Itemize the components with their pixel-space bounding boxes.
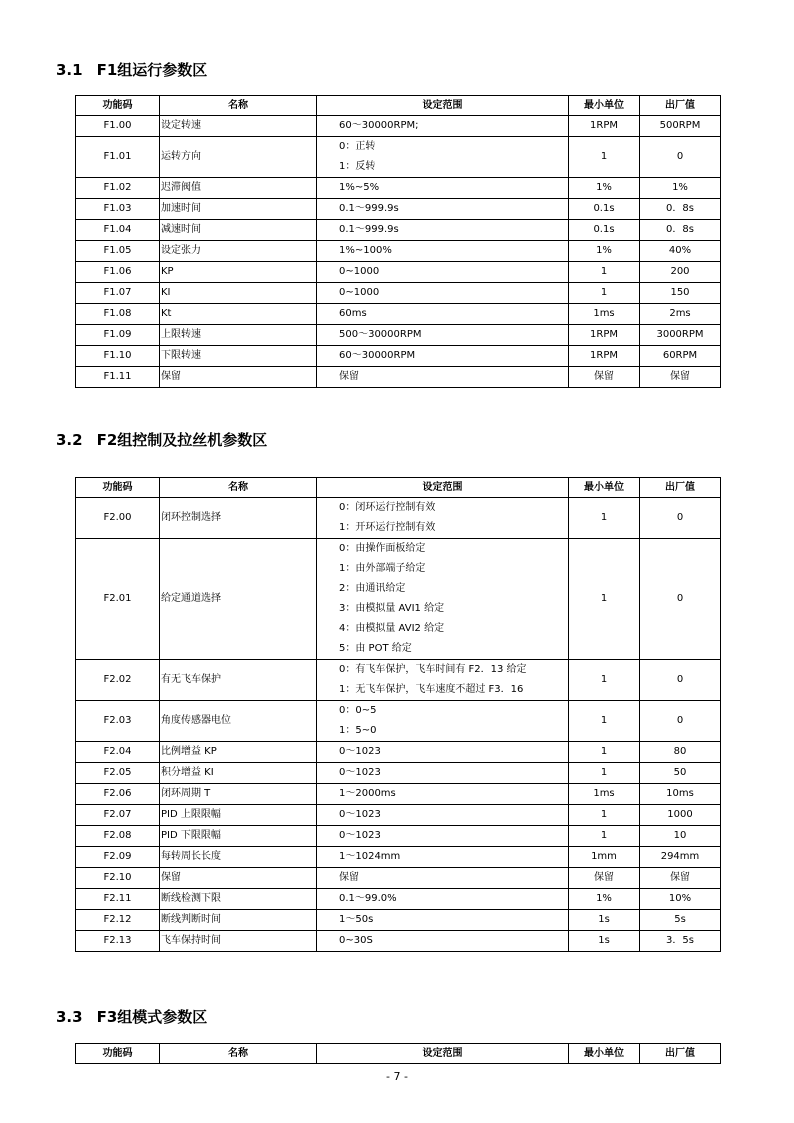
- function-code-cell: F2.06: [76, 784, 160, 805]
- function-code-cell: F2.05: [76, 763, 160, 784]
- default-value-cell: 0．8s: [640, 220, 721, 241]
- table-row: [76, 660, 721, 701]
- min-unit-cell: 1: [569, 701, 640, 742]
- section-heading-f2: [56, 429, 267, 450]
- table-row: [76, 304, 721, 325]
- default-value-cell: 保留: [640, 868, 721, 889]
- range-cell: [317, 539, 569, 660]
- function-code-cell: F1.11: [76, 367, 160, 388]
- range-line: 1～1024mm: [339, 851, 401, 862]
- table-row: [76, 262, 721, 283]
- range-line: 5：由 POT 给定: [339, 643, 412, 654]
- min-unit-cell: 0.1s: [569, 199, 640, 220]
- range-line: 2：由通讯给定: [339, 583, 406, 594]
- table-row: [76, 847, 721, 868]
- default-value-cell: 5s: [640, 910, 721, 931]
- name-cell: 每转周长长度: [160, 847, 317, 868]
- min-unit-cell: 1: [569, 262, 640, 283]
- range-cell: [317, 931, 569, 952]
- default-value-cell: 200: [640, 262, 721, 283]
- table-row: [76, 805, 721, 826]
- range-line: 0~1000: [339, 287, 380, 298]
- function-code-cell: F2.13: [76, 931, 160, 952]
- table-row: [76, 325, 721, 346]
- default-value-cell: 0: [640, 660, 721, 701]
- table-row: [76, 742, 721, 763]
- min-unit-cell: 1: [569, 763, 640, 784]
- column-header: 名称: [160, 96, 317, 116]
- name-cell: 积分增益 KI: [160, 763, 317, 784]
- range-cell: [317, 701, 569, 742]
- default-value-cell: 80: [640, 742, 721, 763]
- range-cell: [317, 220, 569, 241]
- range-line: 1%~100%: [339, 245, 392, 256]
- min-unit-cell: 1ms: [569, 304, 640, 325]
- default-value-cell: 0: [640, 701, 721, 742]
- column-header: 出厂值: [640, 96, 721, 116]
- range-line: 保留: [339, 872, 359, 883]
- name-cell: PID 上限限幅: [160, 805, 317, 826]
- range-cell: [317, 178, 569, 199]
- column-header: 最小单位: [569, 1044, 640, 1064]
- column-header: 出厂值: [640, 478, 721, 498]
- column-header: 设定范围: [317, 1044, 569, 1064]
- table-row: [76, 220, 721, 241]
- table-row: [76, 283, 721, 304]
- range-line: 1～2000ms: [339, 788, 396, 799]
- function-code-cell: F1.05: [76, 241, 160, 262]
- function-code-cell: F2.03: [76, 701, 160, 742]
- min-unit-cell: 1RPM: [569, 116, 640, 137]
- range-line: 60～30000RPM;: [339, 120, 419, 131]
- range-cell: [317, 137, 569, 178]
- name-cell: 设定张力: [160, 241, 317, 262]
- table-header-row: [76, 1044, 721, 1064]
- name-cell: 给定通道选择: [160, 539, 317, 660]
- function-code-cell: F2.01: [76, 539, 160, 660]
- default-value-cell: 3000RPM: [640, 325, 721, 346]
- name-cell: 比例增益 KP: [160, 742, 317, 763]
- function-code-cell: F1.04: [76, 220, 160, 241]
- table-header-row: [76, 96, 721, 116]
- default-value-cell: 60RPM: [640, 346, 721, 367]
- range-line: 4：由模拟量 AVI2 给定: [339, 623, 445, 634]
- name-cell: PID 下限限幅: [160, 826, 317, 847]
- default-value-cell: 0: [640, 137, 721, 178]
- min-unit-cell: 1%: [569, 178, 640, 199]
- function-code-cell: F2.02: [76, 660, 160, 701]
- table-row: [76, 889, 721, 910]
- section-heading-f3: [56, 1006, 207, 1027]
- min-unit-cell: 1s: [569, 910, 640, 931]
- name-cell: 加速时间: [160, 199, 317, 220]
- function-code-cell: F2.04: [76, 742, 160, 763]
- function-code-cell: F1.00: [76, 116, 160, 137]
- range-cell: [317, 660, 569, 701]
- min-unit-cell: 1: [569, 660, 640, 701]
- function-code-cell: F1.10: [76, 346, 160, 367]
- function-code-cell: F1.01: [76, 137, 160, 178]
- default-value-cell: 保留: [640, 367, 721, 388]
- range-line: 1：反转: [339, 161, 376, 172]
- name-cell: 运转方向: [160, 137, 317, 178]
- min-unit-cell: 1RPM: [569, 346, 640, 367]
- column-header: 功能码: [76, 96, 160, 116]
- default-value-cell: 294mm: [640, 847, 721, 868]
- column-header: 设定范围: [317, 478, 569, 498]
- table-row: [76, 199, 721, 220]
- range-line: 1：由外部端子给定: [339, 563, 426, 574]
- default-value-cell: 0: [640, 539, 721, 660]
- range-line: 1：无飞车保护，飞车速度不超过 F3．16: [339, 684, 524, 695]
- function-code-cell: F1.02: [76, 178, 160, 199]
- f3-parameter-table: [75, 1043, 721, 1064]
- table-row: [76, 868, 721, 889]
- table-row: [76, 931, 721, 952]
- column-header: 最小单位: [569, 478, 640, 498]
- table-row: [76, 826, 721, 847]
- range-line: 0：闭环运行控制有效: [339, 502, 436, 513]
- default-value-cell: 150: [640, 283, 721, 304]
- range-line: 1～50s: [339, 914, 374, 925]
- table-row: [76, 116, 721, 137]
- default-value-cell: 0: [640, 498, 721, 539]
- range-cell: [317, 826, 569, 847]
- function-code-cell: F2.10: [76, 868, 160, 889]
- default-value-cell: 1000: [640, 805, 721, 826]
- range-line: 1%~5%: [339, 182, 380, 193]
- range-line: 0～1023: [339, 746, 381, 757]
- default-value-cell: 40%: [640, 241, 721, 262]
- range-cell: [317, 199, 569, 220]
- function-code-cell: F2.09: [76, 847, 160, 868]
- default-value-cell: 1%: [640, 178, 721, 199]
- default-value-cell: 2ms: [640, 304, 721, 325]
- default-value-cell: 500RPM: [640, 116, 721, 137]
- range-cell: [317, 889, 569, 910]
- range-cell: [317, 283, 569, 304]
- function-code-cell: F2.00: [76, 498, 160, 539]
- range-cell: [317, 868, 569, 889]
- column-header: 设定范围: [317, 96, 569, 116]
- default-value-cell: 3．5s: [640, 931, 721, 952]
- name-cell: 断线判断时间: [160, 910, 317, 931]
- section-number: 3.2: [56, 431, 83, 449]
- range-cell: [317, 805, 569, 826]
- min-unit-cell: 1: [569, 742, 640, 763]
- range-line: 0：有飞车保护，飞车时间有 F2．13 给定: [339, 664, 527, 675]
- range-cell: [317, 498, 569, 539]
- range-line: 0~30S: [339, 935, 373, 946]
- function-code-cell: F1.08: [76, 304, 160, 325]
- min-unit-cell: 保留: [569, 868, 640, 889]
- min-unit-cell: 1: [569, 805, 640, 826]
- min-unit-cell: 1: [569, 826, 640, 847]
- min-unit-cell: 1%: [569, 241, 640, 262]
- section-number: 3.1: [56, 61, 83, 79]
- range-line: 1：开环运行控制有效: [339, 522, 436, 533]
- function-code-cell: F1.07: [76, 283, 160, 304]
- min-unit-cell: 0.1s: [569, 220, 640, 241]
- range-line: 1：5~0: [339, 725, 377, 736]
- table-row: [76, 701, 721, 742]
- table-row: [76, 910, 721, 931]
- default-value-cell: 0．8s: [640, 199, 721, 220]
- min-unit-cell: 1RPM: [569, 325, 640, 346]
- range-cell: [317, 367, 569, 388]
- default-value-cell: 10ms: [640, 784, 721, 805]
- name-cell: 闭环周期 T: [160, 784, 317, 805]
- table-row: [76, 346, 721, 367]
- name-cell: 断线检测下限: [160, 889, 317, 910]
- name-cell: 保留: [160, 367, 317, 388]
- min-unit-cell: 1: [569, 498, 640, 539]
- range-line: 0.1～99.0%: [339, 893, 397, 904]
- range-line: 60ms: [339, 308, 367, 319]
- table-row: [76, 241, 721, 262]
- table-row: [76, 498, 721, 539]
- function-code-cell: F2.07: [76, 805, 160, 826]
- range-line: 500～30000RPM: [339, 329, 422, 340]
- section-number: 3.3: [56, 1008, 83, 1026]
- range-cell: [317, 325, 569, 346]
- name-cell: 上限转速: [160, 325, 317, 346]
- column-header: 名称: [160, 1044, 317, 1064]
- name-cell: 闭环控制选择: [160, 498, 317, 539]
- table-row: [76, 367, 721, 388]
- range-line: 0～1023: [339, 830, 381, 841]
- range-line: 60～30000RPM: [339, 350, 416, 361]
- name-cell: 角度传感器电位: [160, 701, 317, 742]
- range-cell: [317, 847, 569, 868]
- min-unit-cell: 1: [569, 137, 640, 178]
- section-heading-f1: [56, 59, 207, 80]
- table-row: [76, 784, 721, 805]
- name-cell: 飞车保持时间: [160, 931, 317, 952]
- name-cell: KI: [160, 283, 317, 304]
- table-header-row: [76, 478, 721, 498]
- function-code-cell: F1.09: [76, 325, 160, 346]
- name-cell: 减速时间: [160, 220, 317, 241]
- name-cell: 保留: [160, 868, 317, 889]
- range-cell: [317, 241, 569, 262]
- range-cell: [317, 116, 569, 137]
- name-cell: 下限转速: [160, 346, 317, 367]
- range-line: 0.1～999.9s: [339, 203, 399, 214]
- name-cell: Kt: [160, 304, 317, 325]
- column-header: 名称: [160, 478, 317, 498]
- column-header: 最小单位: [569, 96, 640, 116]
- table-row: [76, 178, 721, 199]
- section-title: F2组控制及拉丝机参数区: [96, 431, 268, 449]
- min-unit-cell: 保留: [569, 367, 640, 388]
- function-code-cell: F2.11: [76, 889, 160, 910]
- table-row: [76, 763, 721, 784]
- default-value-cell: 50: [640, 763, 721, 784]
- range-cell: [317, 346, 569, 367]
- range-line: 0：0~5: [339, 705, 377, 716]
- function-code-cell: F2.08: [76, 826, 160, 847]
- min-unit-cell: 1: [569, 283, 640, 304]
- section-title: F3组模式参数区: [96, 1008, 208, 1026]
- min-unit-cell: 1mm: [569, 847, 640, 868]
- range-line: 0～1023: [339, 809, 381, 820]
- name-cell: KP: [160, 262, 317, 283]
- f2-parameter-table: [75, 477, 721, 952]
- range-cell: [317, 304, 569, 325]
- min-unit-cell: 1ms: [569, 784, 640, 805]
- range-cell: [317, 784, 569, 805]
- function-code-cell: F1.06: [76, 262, 160, 283]
- min-unit-cell: 1%: [569, 889, 640, 910]
- range-cell: [317, 742, 569, 763]
- range-cell: [317, 763, 569, 784]
- function-code-cell: F2.12: [76, 910, 160, 931]
- range-line: 0：正转: [339, 141, 376, 152]
- range-line: 0~1000: [339, 266, 380, 277]
- name-cell: 有无飞车保护: [160, 660, 317, 701]
- column-header: 功能码: [76, 1044, 160, 1064]
- section-title: F1组运行参数区: [96, 61, 208, 79]
- name-cell: 设定转速: [160, 116, 317, 137]
- f1-parameter-table: [75, 95, 721, 388]
- table-row: [76, 539, 721, 660]
- column-header: 功能码: [76, 478, 160, 498]
- range-line: 保留: [339, 371, 359, 382]
- name-cell: 迟滞阀值: [160, 178, 317, 199]
- default-value-cell: 10: [640, 826, 721, 847]
- page-number: - 7 -: [386, 1070, 408, 1083]
- min-unit-cell: 1s: [569, 931, 640, 952]
- function-code-cell: F1.03: [76, 199, 160, 220]
- default-value-cell: 10%: [640, 889, 721, 910]
- range-cell: [317, 910, 569, 931]
- range-line: 0：由操作面板给定: [339, 543, 426, 554]
- column-header: 出厂值: [640, 1044, 721, 1064]
- range-cell: [317, 262, 569, 283]
- range-line: 0.1～999.9s: [339, 224, 399, 235]
- range-line: 0～1023: [339, 767, 381, 778]
- min-unit-cell: 1: [569, 539, 640, 660]
- range-line: 3：由模拟量 AVI1 给定: [339, 603, 445, 614]
- table-row: [76, 137, 721, 178]
